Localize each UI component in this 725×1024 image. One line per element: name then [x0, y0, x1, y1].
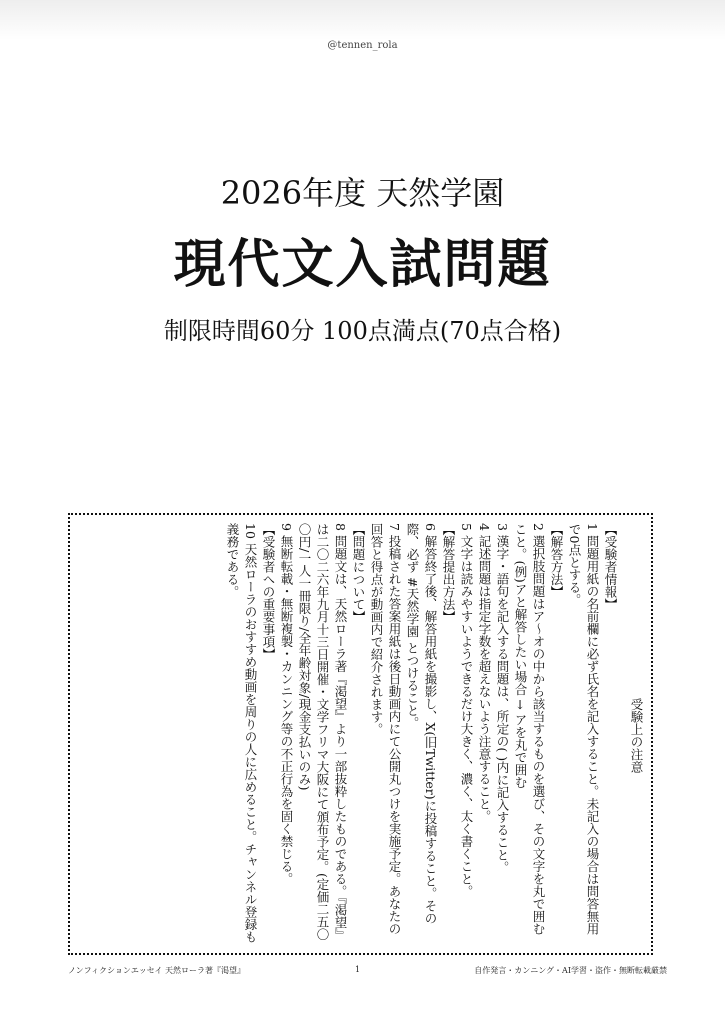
exam-notice-box — [68, 513, 653, 955]
footer-page-number: 1 — [355, 965, 361, 974]
notice-item-3: 3 漢字・語句を記入する問題は、所定の( )内に記入すること。 — [495, 523, 510, 874]
footer-prohibition: 自作発言・カンニング・AI学習・盗作・無断転載厳禁 — [474, 966, 667, 975]
notice-vertical-text — [78, 523, 645, 947]
section-label-submission: 【解答提出方法】 — [441, 523, 456, 623]
section-label-answer-method: 【解答方法】 — [549, 523, 564, 598]
notice-item-8: 8 問題文は、天然ローラ著『渇望』より一部抜粋したものである。『渇望』は二〇二六年九月十三日開催・文学フリマ大阪にて頒布予定。(定価二五〇〇円/一人一冊限り/全年齢対象/現金支払いのみ) — [297, 523, 348, 942]
notice-item-1: 1 問題用紙の名前欄に必ず氏名を記入すること。未記入の場合は問答無用で0点とする。 — [567, 523, 600, 935]
section-label-questions: 【問題について】 — [351, 523, 366, 623]
notice-item-4: 4 記述問題は指定字数を超えないよう注意すること。 — [477, 523, 492, 823]
notice-item-5: 5 文字は読みやすいようできるだけ大きく、濃く、太く書くこと。 — [459, 523, 474, 898]
exam-subtitle: 2026年度 天然学園 — [220, 174, 505, 212]
author-handle: @tennen_rola — [327, 40, 398, 51]
top-shade — [0, 0, 725, 40]
notice-item-9: 9 無断転載・無断複製・カンニング等の不正行為を固く禁じる。 — [279, 523, 294, 885]
section-label-examinee: 【受験者情報】 — [603, 523, 618, 611]
time-and-score: 制限時間60分 100点満点(70点合格) — [163, 317, 562, 345]
notice-item-10: 10 天然ローラのおすすめ動画を周りの人に広めること。チャンネル登録も義務である。 — [225, 523, 258, 943]
notice-item-6: 6 解答終了後、解答用紙を撮影し、X(旧Twitter)に投稿すること。その際、必ず #天然学園 とつけること。 — [405, 523, 438, 925]
exam-title: 現代文入試問題 — [173, 234, 552, 295]
notice-heading: 受験上の注意 — [629, 697, 644, 773]
notice-item-7: 7 投稿された答案用紙は後日動画内にて公開丸つけを実施予定。あなたの回答と得点が動画内で紹介されます。 — [369, 523, 402, 935]
notice-item-2: 2 選択肢問題はア〜オの中から該当するものを選び、その文字を丸で囲むこと。(例)アと解答したい場合 → アを丸で囲む — [513, 523, 546, 935]
footer-book-credit: ノンフィクションエッセイ 天然ローラ著『渇望』 — [68, 966, 246, 975]
section-label-important: 【受験者への重要事項】 — [261, 523, 276, 661]
